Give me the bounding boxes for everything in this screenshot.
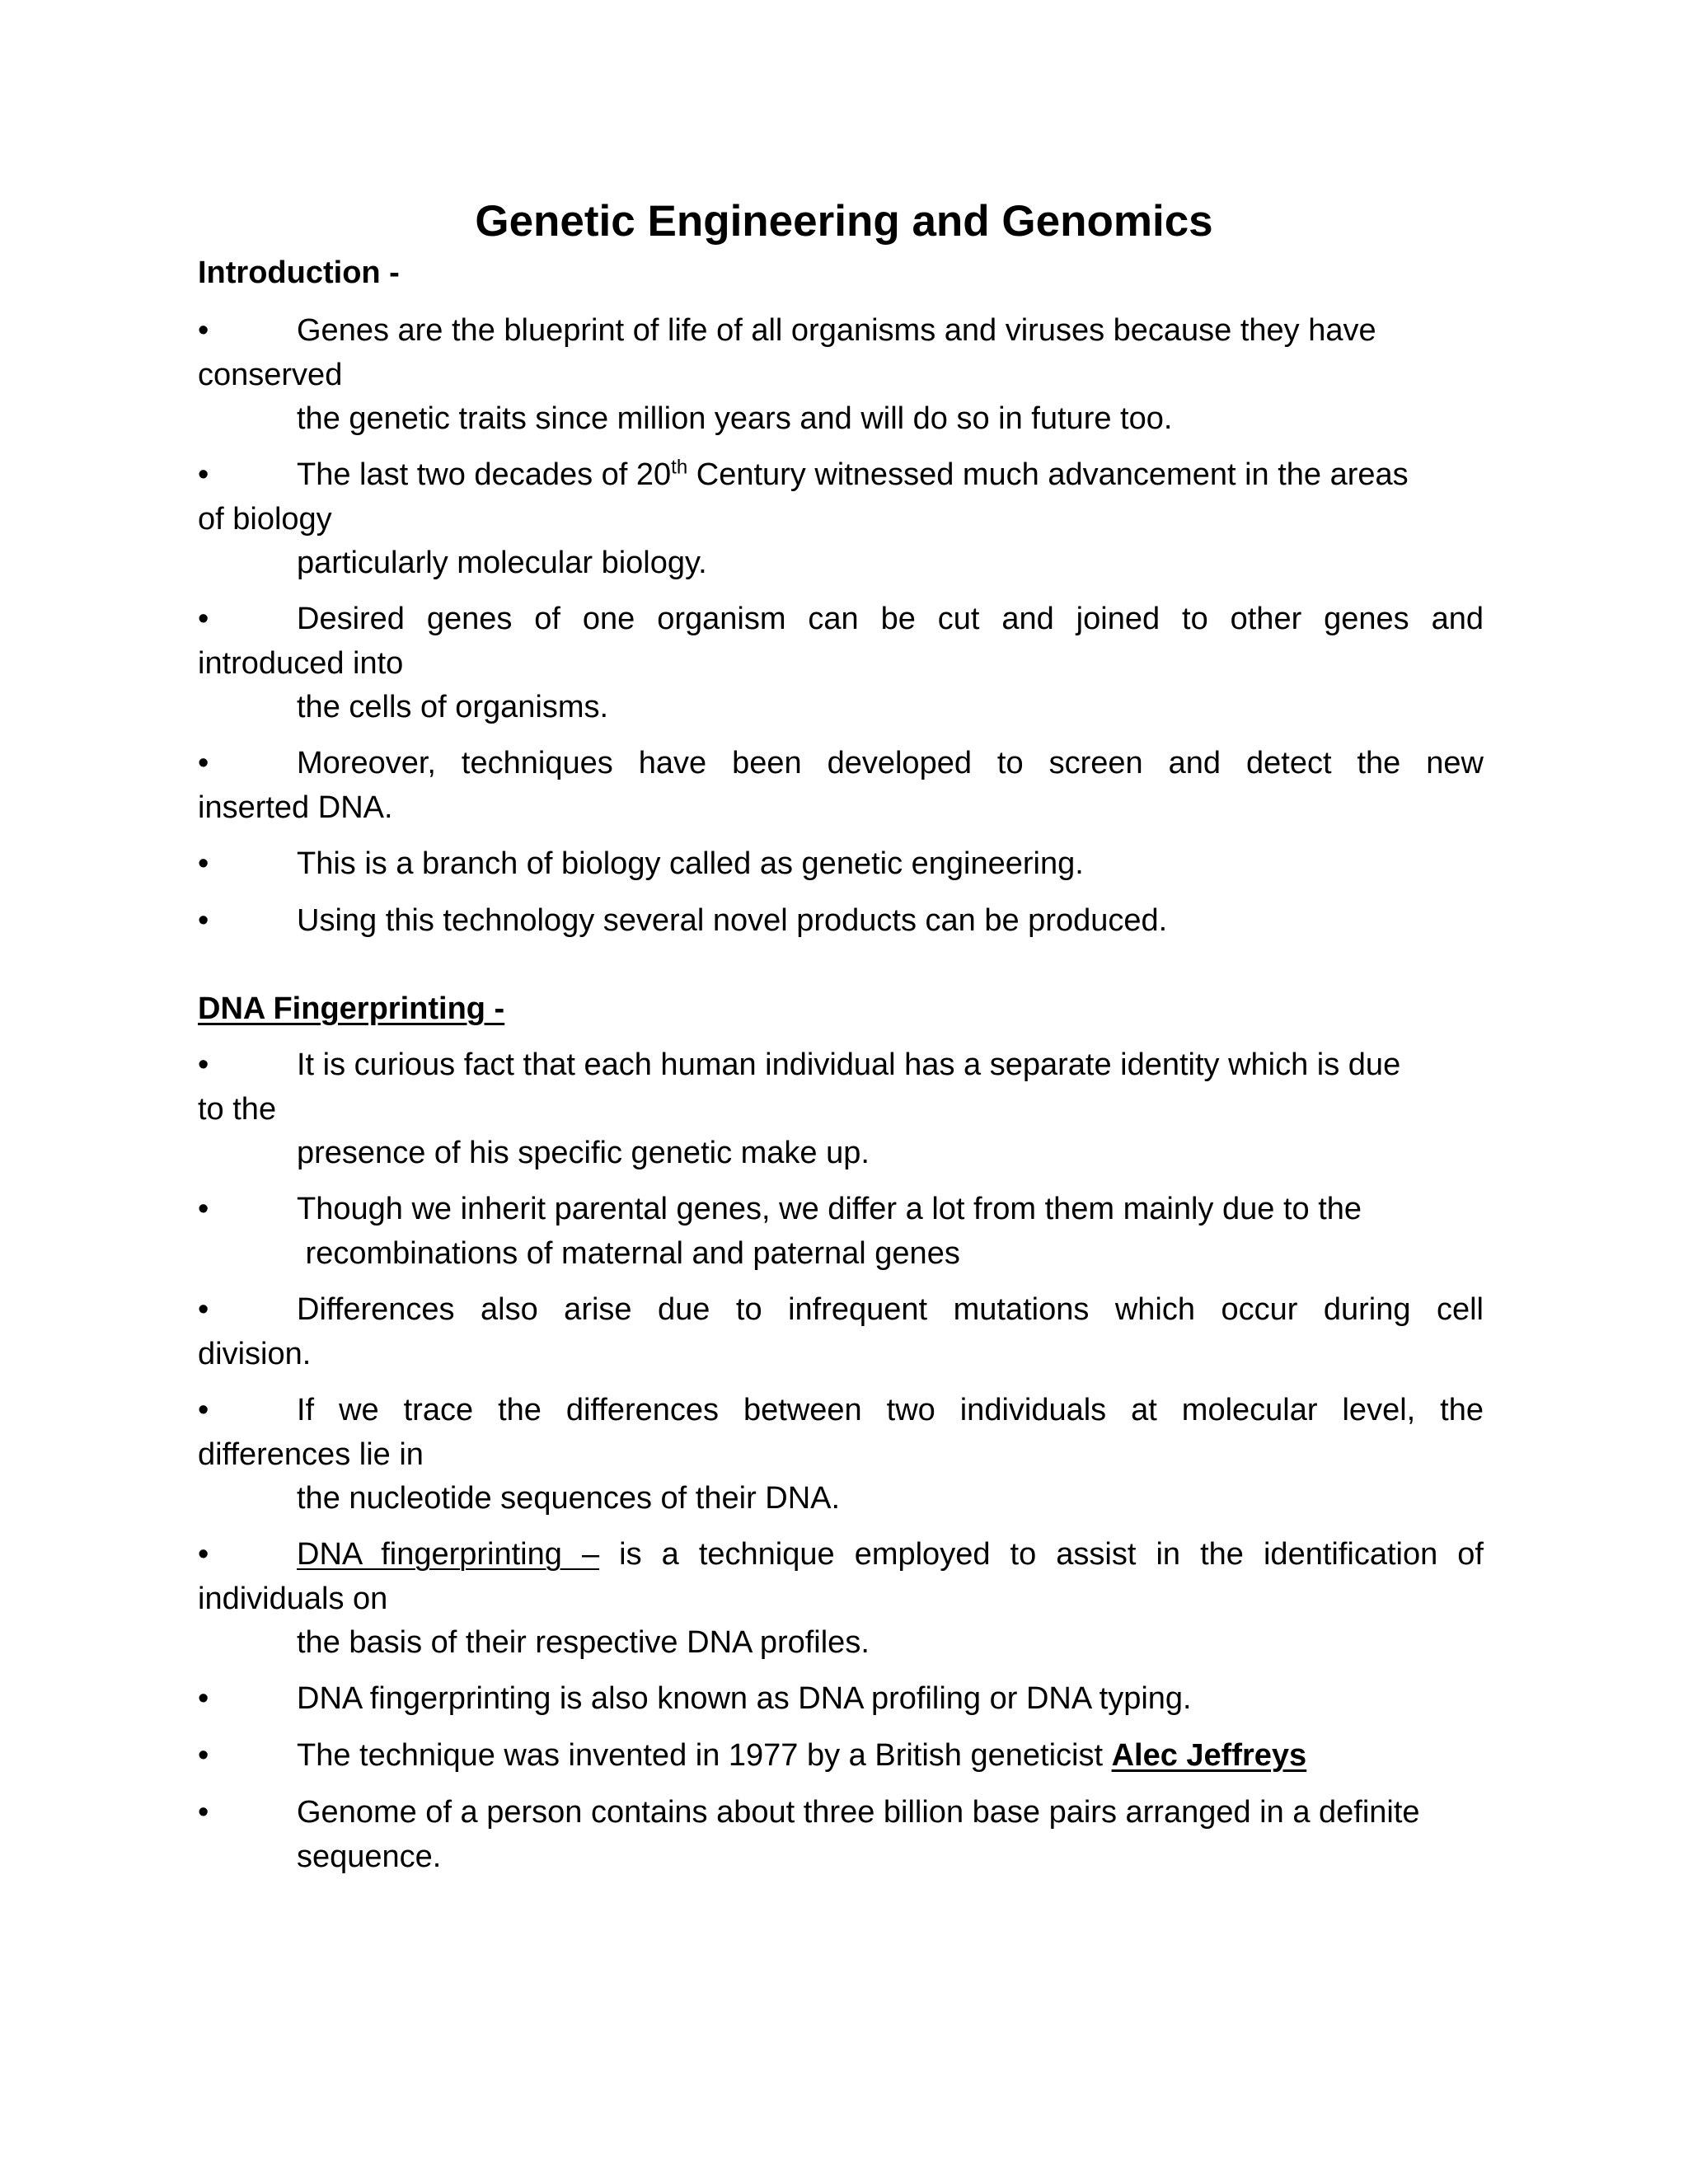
intro-bullet-2-line-1 xyxy=(297,455,1484,494)
intro-bullet-1-line-3: the genetic traits since million years and will do so in future too. xyxy=(297,401,1173,436)
fp-bullet-4-line-3: the nucleotide sequences of their DNA. xyxy=(297,1481,841,1516)
bullet-icon: • xyxy=(198,1681,209,1716)
introduction-heading: Introduction - xyxy=(198,255,400,290)
fp-bullet-1-line-2: to the xyxy=(198,1092,277,1127)
intro-bullet-6-line-1: Using this technology several novel products can be produced. xyxy=(297,903,1168,938)
intro-bullet-3-line-1: Desired genes of one organism can be cut and joined to other genes and xyxy=(297,602,1484,636)
fp-bullet-8-line-2: sequence. xyxy=(297,1840,442,1874)
intro-bullet-1-line-1: Genes are the blueprint of life of all organisms and viruses because they have xyxy=(297,313,1376,348)
fp-bullet-1-line-3: presence of his specific genetic make up. xyxy=(297,1136,870,1170)
dna-fingerprinting-heading: DNA Fingerprinting - xyxy=(198,991,505,1026)
bullet-icon: • xyxy=(198,602,209,636)
intro-bullet-5-line-1: This is a branch of biology called as genetic engineering. xyxy=(297,846,1084,881)
intro-bullet-2-text-before: The last two decades of 20 xyxy=(297,457,672,492)
geneticist-name: Alec Jeffreys xyxy=(1111,1738,1307,1773)
dna-fingerprinting-term: DNA fingerprinting – xyxy=(297,1537,600,1572)
fp-bullet-5-line-2: individuals on xyxy=(198,1582,388,1616)
fp-bullet-8-line-1: Genome of a person contains about three billion base pairs arranged in a definite xyxy=(297,1795,1420,1830)
intro-bullet-4-line-2: inserted DNA. xyxy=(198,790,393,825)
fp-bullet-3-line-1: Differences also arise due to infrequent mutations which occur during cell xyxy=(297,1292,1484,1327)
intro-bullet-2-line-3: particularly molecular biology. xyxy=(297,546,707,580)
intro-bullet-3-line-3: the cells of organisms. xyxy=(297,690,609,724)
bullet-icon: • xyxy=(198,1192,209,1226)
bullet-icon: • xyxy=(198,1738,209,1773)
fp-bullet-5-text: is a technique employed to assist in the identification of xyxy=(599,1537,1484,1572)
bullet-icon: • xyxy=(198,846,209,881)
intro-bullet-4-line-1: Moreover, techniques have been developed to screen and detect the new xyxy=(297,746,1484,780)
fp-bullet-3-line-2: division. xyxy=(198,1337,312,1371)
bullet-icon: • xyxy=(198,1047,209,1082)
bullet-icon: • xyxy=(198,1795,209,1830)
fp-bullet-4-line-1: If we trace the differences between two individuals at molecular level, the xyxy=(297,1393,1484,1427)
fp-bullet-5-line-1 xyxy=(297,1535,1484,1574)
bullet-icon: • xyxy=(198,457,209,492)
fp-bullet-7-text: The technique was invented in 1977 by a British geneticist xyxy=(297,1738,1112,1773)
fp-bullet-4-line-2: differences lie in xyxy=(198,1437,424,1472)
intro-bullet-2-text-after: Century witnessed much advancement in the areas xyxy=(687,457,1409,492)
fp-bullet-5-line-3: the basis of their respective DNA profiles. xyxy=(297,1625,870,1660)
ordinal-superscript: th xyxy=(671,456,688,479)
intro-bullet-2-line-2: of biology xyxy=(198,502,332,537)
bullet-icon: • xyxy=(198,1537,209,1572)
document-title: Genetic Engineering and Genomics xyxy=(475,197,1213,246)
fp-bullet-2-line-2: recombinations of maternal and paternal genes xyxy=(297,1236,960,1271)
intro-bullet-1-line-2: conserved xyxy=(198,358,343,392)
bullet-icon: • xyxy=(198,1393,209,1427)
fp-bullet-2-line-1: Though we inherit parental genes, we differ a lot from them mainly due to the xyxy=(297,1192,1362,1226)
bullet-icon: • xyxy=(198,746,209,780)
intro-bullet-3-line-2: introduced into xyxy=(198,646,404,681)
fp-bullet-6-line-1: DNA fingerprinting is also known as DNA profiling or DNA typing. xyxy=(297,1681,1192,1716)
fp-bullet-7-line-1 xyxy=(297,1736,1484,1775)
bullet-icon: • xyxy=(198,1292,209,1327)
bullet-icon: • xyxy=(198,313,209,348)
fp-bullet-1-line-1: It is curious fact that each human individual has a separate identity which is due xyxy=(297,1047,1401,1082)
bullet-icon: • xyxy=(198,903,209,938)
